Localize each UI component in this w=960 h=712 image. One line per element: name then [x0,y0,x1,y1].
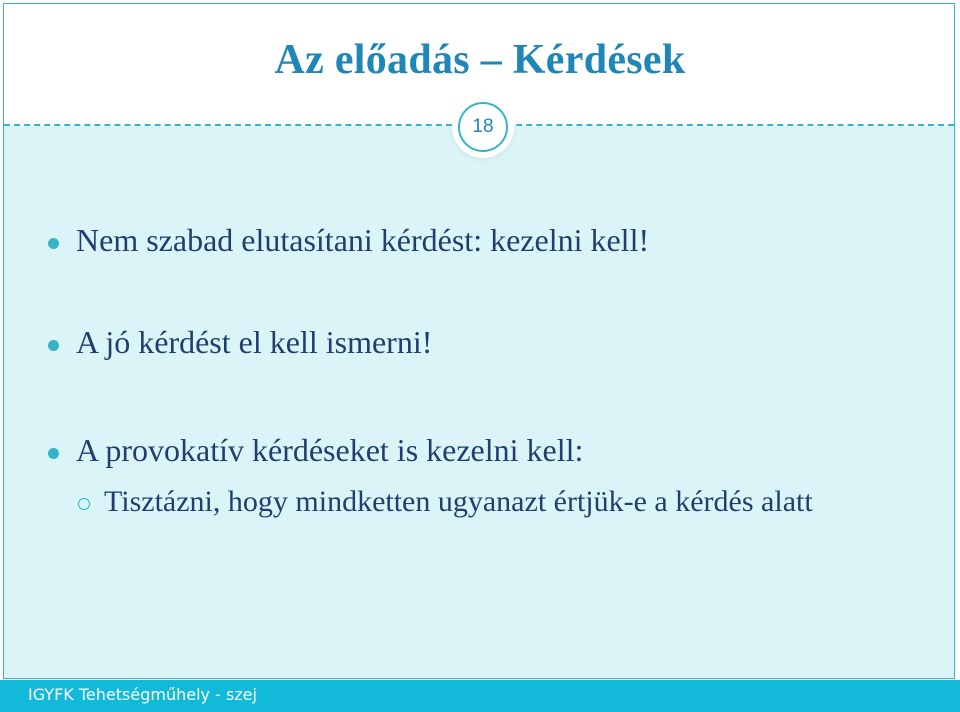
bullet-text: Nem szabad elutasítani kérdést: kezelni kell! [76,222,650,258]
bullet-icon [48,238,59,249]
footer-text: IGYFK Tehetségműhely - szej [28,685,257,704]
bullet-icon [48,448,59,459]
bullet-icon [48,340,59,351]
slide-title: Az előadás – Kérdések [274,37,686,83]
sub-bullet-icon [78,498,90,510]
page-number-badge [452,96,514,158]
bullet-text: A jó kérdést el kell ismerni! [76,324,433,360]
sub-bullet-text: Tisztázni, hogy mindketten ugyanazt értjük-e a kérdés alatt [104,485,813,518]
footer-bar [0,680,960,712]
content-area [4,126,954,678]
page-number: 18 [458,102,508,152]
bullet-text: A provokatív kérdéseket is kezelni kell: [76,432,584,468]
